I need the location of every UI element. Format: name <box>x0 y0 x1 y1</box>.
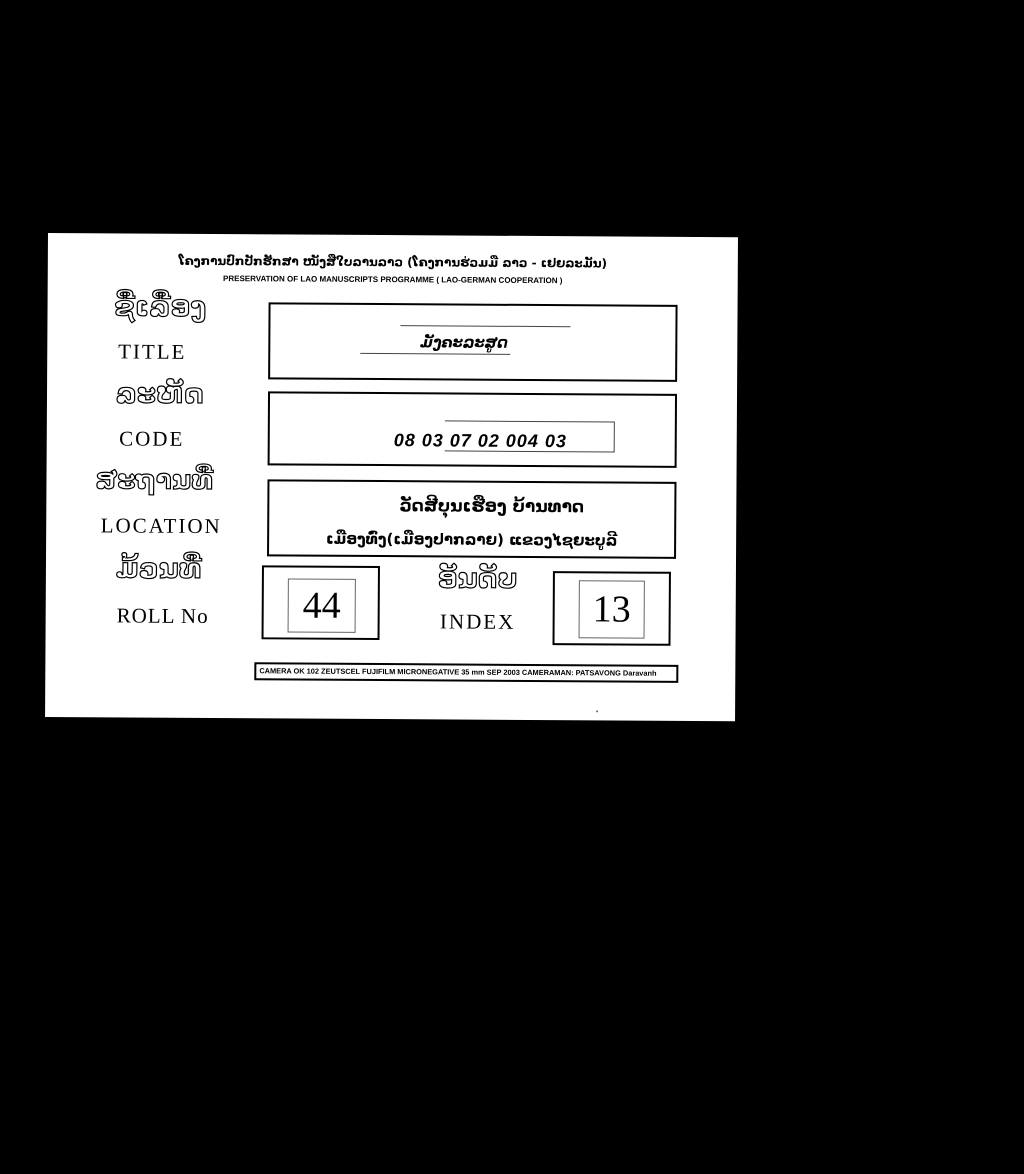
index-label-en: INDEX <box>439 609 516 634</box>
program-header-lao: ໂຄງການປົກປັກຮັກສາ ໜັງສືໃບລານລາວ (ໂຄງການຮ່ວມມື ລາວ - ເຢຍລະມັນ) <box>178 253 608 271</box>
title-label-lao: ຊື່ເລື່ອງ <box>114 291 207 323</box>
location-label-en: LOCATION <box>100 513 222 539</box>
roll-label-en: ROLL No <box>116 603 209 628</box>
manuscript-label-card <box>45 233 738 721</box>
code-label-en: CODE <box>119 426 185 451</box>
roll-number-box <box>262 565 380 640</box>
index-number-box <box>552 571 670 646</box>
code-field <box>268 391 677 467</box>
code-line-top <box>445 420 615 422</box>
roll-number-value: 44 <box>288 578 356 632</box>
index-label-lao: ອັນດັບ <box>437 563 518 595</box>
title-value: ມັງຄະລະສູດ <box>420 333 508 352</box>
title-label-en: TITLE <box>118 339 187 364</box>
code-value: 08 03 07 02 004 03 <box>393 430 567 452</box>
roll-label-lao: ມ້ວນທີ່ <box>116 553 202 585</box>
program-header-en: PRESERVATION OF LAO MANUSCRIPTS PROGRAMME ( LAO-GERMAN COOPERATION ) <box>222 274 563 286</box>
title-underline-top <box>400 325 570 327</box>
title-field <box>268 302 677 381</box>
location-line-2: ເມືອງທົ່ງ(ເມືອງປາກລາຍ) ແຂວງໄຊຍະບູລີ <box>325 529 618 550</box>
location-field <box>267 479 676 558</box>
index-number-value: 13 <box>579 580 645 638</box>
location-label-lao: ສະຖານທີ່ <box>95 465 214 497</box>
location-line-1: ວັດສີບຸນເຮືອງ ບ້ານທາດ <box>399 496 585 518</box>
code-line-end <box>614 421 615 452</box>
title-underline-bottom <box>360 353 510 355</box>
camera-info-footer: CAMERA OK 102 ZEUTSCEL FUJIFILM MICRONEGATIVE 35 mm SEP 2003 CAMERAMAN: PATSAVONG Daravanh <box>254 662 678 683</box>
code-label-lao: ລະຫັດ <box>115 378 205 410</box>
film-speck <box>596 710 598 712</box>
